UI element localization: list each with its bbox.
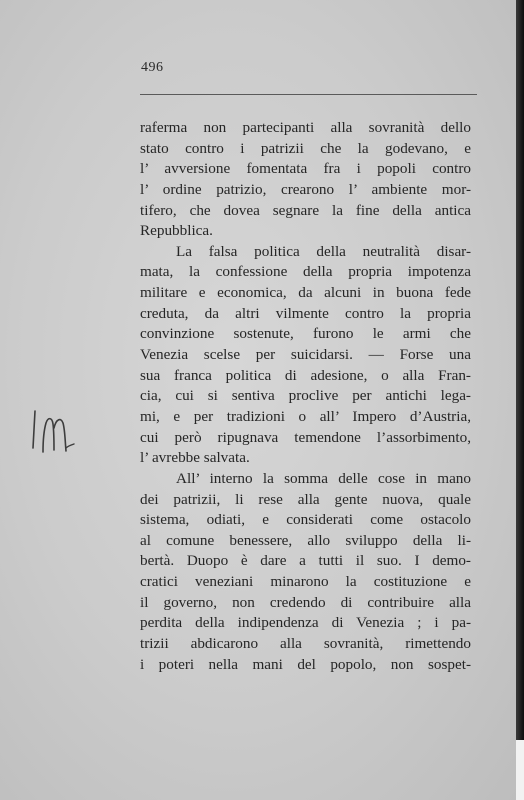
text-line: Venezia scelse per suicidarsi. — Forse una bbox=[140, 346, 471, 364]
text-line: dei patrizii, li rese alla gente nuova, quale bbox=[140, 490, 471, 508]
text-line: tifero, che dovea segnare la fine della antica bbox=[140, 201, 471, 219]
header-rule bbox=[140, 94, 477, 95]
text-line: sistema, odiati, e considerati come ostacolo bbox=[140, 511, 471, 529]
text-line: La falsa politica della neutralità disar- bbox=[176, 242, 471, 260]
text-line: l’ ordine patrizio, crearono l’ ambiente mor- bbox=[140, 180, 471, 198]
text-line: sua franca politica di adesione, o alla Fran- bbox=[140, 366, 471, 384]
body-text bbox=[140, 118, 471, 675]
text-line: Repubblica. bbox=[140, 222, 213, 240]
text-line: mi, e per tradizioni o all’ Impero d’Austria, bbox=[140, 407, 471, 425]
text-line: cia, cui si sentiva proclive per antichi lega- bbox=[140, 387, 471, 405]
text-line: stato contro i patrizii che la godevano, e bbox=[140, 139, 471, 157]
text-line: i poteri nella mani del popolo, non sospet- bbox=[140, 655, 471, 673]
text-line: l’ avversione fomentata fra i popoli contro bbox=[140, 160, 471, 178]
scan-edge bbox=[516, 0, 524, 800]
page-number: 496 bbox=[141, 60, 164, 75]
text-line: al comune benessere, allo sviluppo della li- bbox=[140, 531, 471, 549]
text-line: bertà. Duopo è dare a tutti il suo. I demo- bbox=[140, 552, 471, 570]
text-line: cratici veneziani minarono la costituzione e bbox=[140, 573, 471, 591]
text-line: cui però ripugnava temendone l’assorbimento, bbox=[140, 428, 471, 446]
text-line: l’ avrebbe salvata. bbox=[140, 449, 250, 467]
text-line: mata, la confessione della propria impotenza bbox=[140, 263, 471, 281]
text-line: trizii abdicarono alla sovranità, rimettendo bbox=[140, 635, 471, 653]
text-line: militare e economica, da alcuni in buona fede bbox=[140, 284, 471, 302]
text-line: creduta, da altri vilmente contro la propria bbox=[140, 304, 471, 322]
text-line: convinzione sostenute, furono le armi che bbox=[140, 325, 471, 343]
text-line: il governo, non credendo di contribuire alla bbox=[140, 593, 471, 611]
text-line: perdita della indipendenza di Venezia ; i pa- bbox=[140, 614, 471, 632]
text-line: All’ interno la somma delle cose in mano bbox=[176, 469, 471, 487]
scan-edge-notch bbox=[516, 740, 524, 800]
handwritten-margin-note bbox=[30, 408, 82, 454]
text-line: raferma non partecipanti alla sovranità dello bbox=[140, 119, 471, 136]
